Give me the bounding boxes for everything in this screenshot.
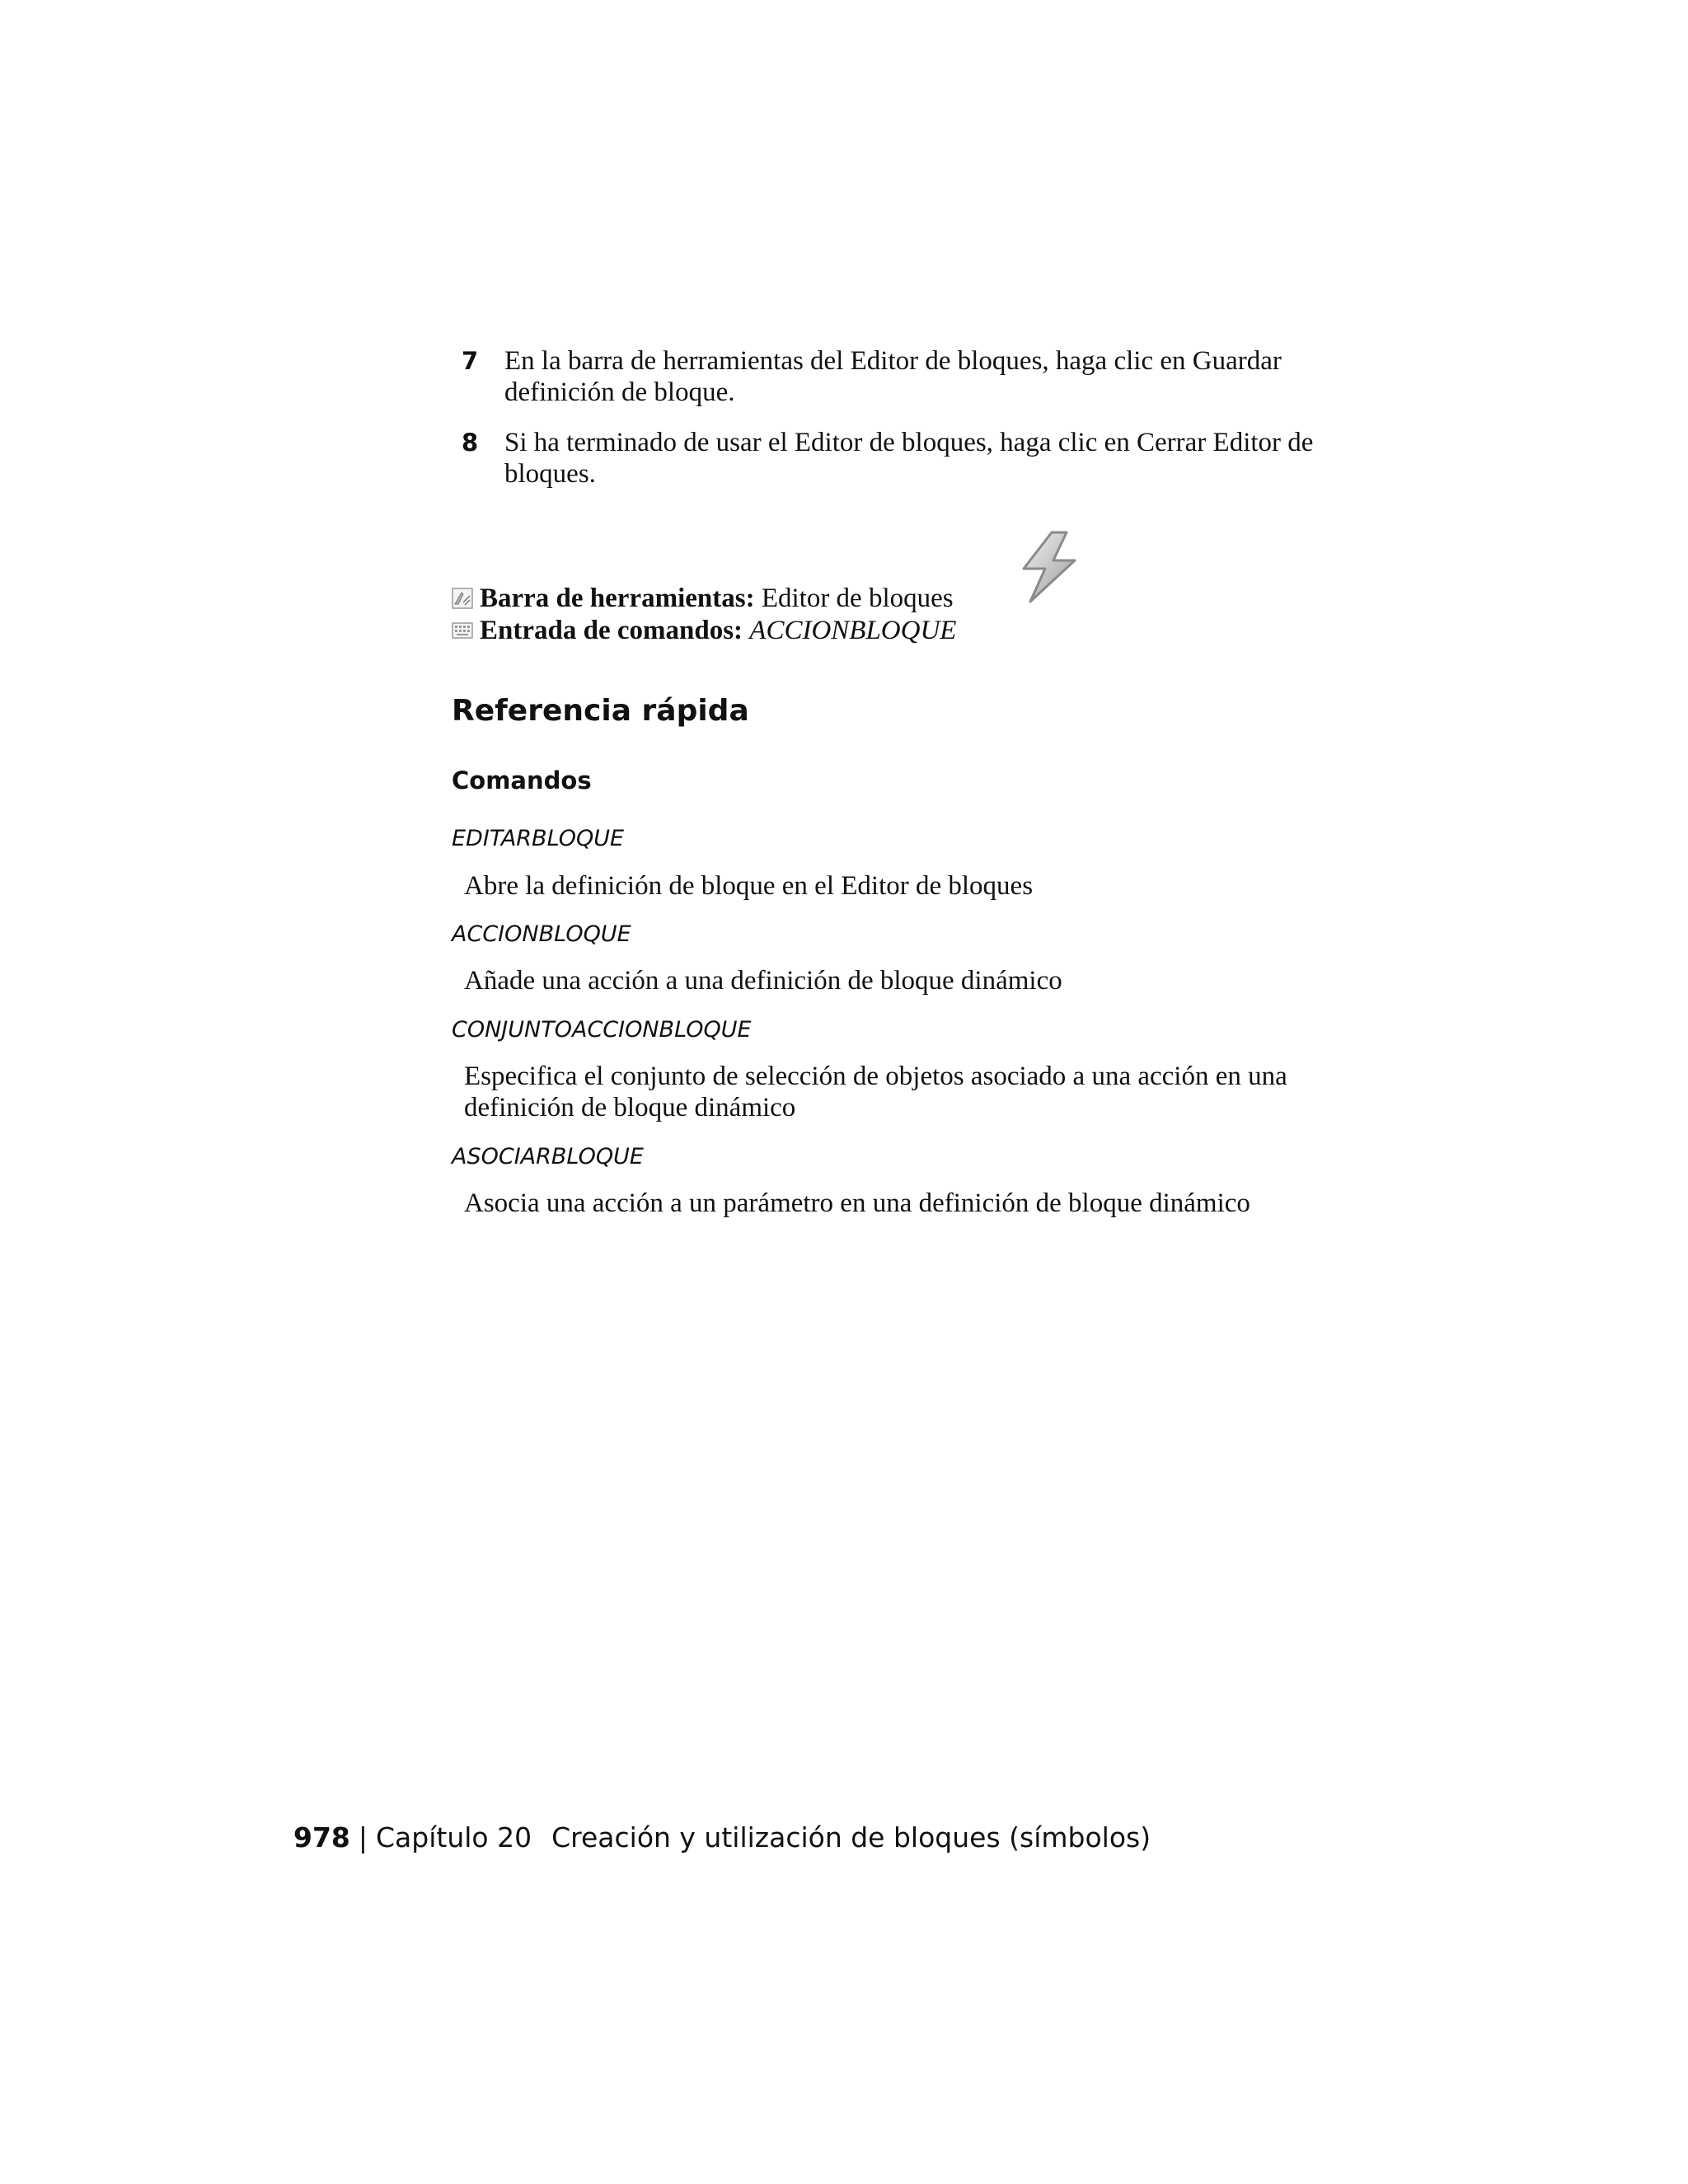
page-number: 978 bbox=[293, 1821, 350, 1854]
step-number: 7 bbox=[462, 347, 479, 375]
chapter-label: Capítulo 20 bbox=[376, 1821, 532, 1854]
command-entry-reference bbox=[452, 614, 956, 647]
command-entry-value: ACCIONBLOQUE bbox=[749, 616, 957, 645]
page-footer bbox=[293, 1820, 1151, 1856]
command-description: Añade una acción a una definición de bloque dinámico bbox=[464, 966, 1062, 996]
toolbar-label: Barra de herramientas: bbox=[480, 583, 755, 613]
command-entry-label: Entrada de comandos: bbox=[480, 616, 743, 645]
command-description: Especifica el conjunto de selección de objetos asociado a una acción en una definición de bloque dinámico bbox=[464, 1062, 1287, 1122]
footer-separator: | bbox=[358, 1821, 368, 1854]
chapter-title: Creación y utilización de bloques (símbolos) bbox=[551, 1821, 1151, 1854]
subsection-heading: Comandos bbox=[452, 766, 592, 794]
step-text: Si ha terminado de usar el Editor de bloques, haga clic en Cerrar Editor de bloques. bbox=[504, 428, 1314, 489]
command-name: ASOCIARBLOQUE bbox=[452, 1144, 644, 1169]
command-name: CONJUNTOACCIONBLOQUE bbox=[452, 1017, 752, 1043]
step-text: En la barra de herramientas del Editor de bloques, haga clic en Guardar definición de bloque. bbox=[504, 346, 1282, 407]
command-description: Abre la definición de bloque en el Editor de bloques bbox=[464, 871, 1034, 901]
step-number: 8 bbox=[462, 429, 479, 457]
toolbar-value: Editor de bloques bbox=[761, 583, 954, 613]
toolbar-reference bbox=[452, 582, 954, 615]
lightning-icon bbox=[1012, 529, 1085, 605]
command-name: EDITARBLOQUE bbox=[452, 826, 625, 851]
section-heading: Referencia rápida bbox=[452, 694, 749, 728]
command-description: Asocia una acción a un parámetro en una definición de bloque dinámico bbox=[464, 1188, 1250, 1218]
toolbar-icon bbox=[452, 588, 473, 609]
keyboard-icon bbox=[452, 620, 473, 641]
command-name: ACCIONBLOQUE bbox=[452, 921, 631, 947]
